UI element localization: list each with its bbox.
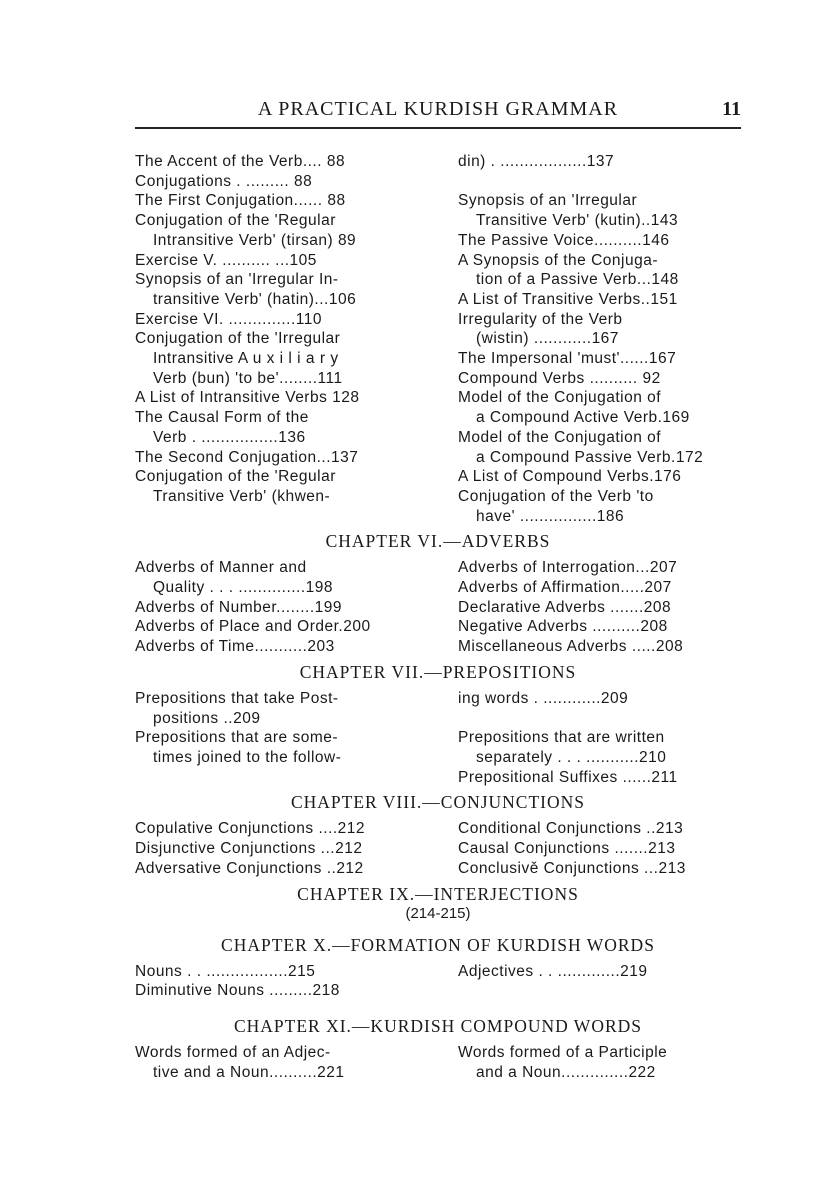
toc-entry <box>135 211 418 250</box>
toc-entry <box>135 637 418 657</box>
toc-entry-line: The Passive Voice..........146 <box>458 231 670 249</box>
right-column <box>458 962 741 1001</box>
toc-entry <box>135 1043 418 1082</box>
toc-entry-line: Compound Verbs .......... 92 <box>458 369 661 387</box>
section-conjunctions <box>135 819 741 878</box>
toc-entry <box>458 617 741 637</box>
left-column <box>135 689 418 788</box>
toc-entry-line: Words formed of an Adjec- <box>135 1043 331 1061</box>
toc-entry-continuation: separately . . . ...........210 <box>476 748 667 766</box>
toc-entry-line: Adjectives . . .............219 <box>458 962 648 980</box>
table-of-contents <box>135 152 741 1082</box>
toc-entry-line: Adverbs of Interrogation...207 <box>458 559 678 577</box>
toc-entry-continuation <box>458 172 741 192</box>
toc-entry-line: A List of Transitive Verbs..151 <box>458 290 678 308</box>
running-header <box>135 98 741 128</box>
section-compound-words <box>135 1043 741 1082</box>
toc-entry <box>458 487 741 526</box>
toc-entry <box>458 859 741 879</box>
toc-entry <box>458 962 741 982</box>
toc-entry-line: A Synopsis of the Conjuga- <box>458 251 658 269</box>
toc-entry-line: The First Conjugation...... 88 <box>135 192 346 210</box>
section-adverbs <box>135 558 741 657</box>
toc-entry-line: Prepositional Suffixes ......211 <box>458 768 678 786</box>
toc-entry <box>458 768 741 788</box>
toc-entry <box>458 637 741 657</box>
toc-entry-line: Adverbs of Place and Order.200 <box>135 618 371 636</box>
toc-entry-line: Adversative Conjunctions ..212 <box>135 859 364 877</box>
toc-entry-continuation <box>458 709 741 729</box>
right-column <box>458 152 741 526</box>
toc-entry-continuation: positions ..209 <box>153 709 261 727</box>
toc-entry-line: Conditional Conjunctions ..213 <box>458 820 684 838</box>
toc-entry-continuation: have' ................186 <box>476 507 625 525</box>
right-column <box>458 819 741 878</box>
toc-entry-line: A List of Intransitive Verbs 128 <box>135 389 360 407</box>
left-column <box>135 1043 418 1082</box>
toc-entry-line: Synopsis of an 'Irregular In- <box>135 271 339 289</box>
toc-entry <box>458 467 741 487</box>
left-column <box>135 962 418 1001</box>
toc-entry-continuation: Intransitive Verb' (tirsan) 89 <box>153 231 357 249</box>
toc-entry-line: Conjugation of the 'Irregular <box>135 330 341 348</box>
toc-entry-line: Declarative Adverbs .......208 <box>458 598 672 616</box>
toc-entry <box>135 251 418 271</box>
toc-entry <box>458 388 741 427</box>
toc-entry <box>458 428 741 467</box>
toc-entry <box>135 859 418 879</box>
toc-entry-line: Prepositions that are written <box>458 729 665 747</box>
toc-entry-line: Adverbs of Number........199 <box>135 598 342 616</box>
toc-entry <box>458 839 741 859</box>
toc-entry <box>135 191 418 211</box>
toc-entry <box>135 152 418 172</box>
toc-entry <box>458 578 741 598</box>
toc-entry <box>135 467 418 506</box>
toc-entry-line: Words formed of a Participle <box>458 1043 668 1061</box>
toc-entry-line: Exercise VI. ..............110 <box>135 310 322 328</box>
toc-entry-continuation: tive and a Noun..........221 <box>153 1063 345 1081</box>
toc-entry-line: Copulative Conjunctions ....212 <box>135 820 366 838</box>
toc-entry-continuation: times joined to the follow- <box>153 748 342 766</box>
toc-entry-line: Adverbs of Time...........203 <box>135 638 335 656</box>
toc-entry-line: Model of the Conjugation of <box>458 428 662 446</box>
toc-entry-continuation: a Compound Active Verb.169 <box>476 409 690 427</box>
toc-entry-continuation: a Compound Passive Verb.172 <box>476 448 704 466</box>
toc-entry-continuation: Quality . . . ..............198 <box>153 579 334 597</box>
toc-entry <box>135 408 418 447</box>
toc-entry-continuation: transitive Verb' (hatin)...106 <box>153 290 357 308</box>
toc-entry <box>458 369 741 389</box>
toc-entry <box>458 310 741 349</box>
toc-entry-line: Adverbs of Manner and <box>135 559 307 577</box>
header-rule <box>135 127 741 129</box>
toc-entry-line: Prepositions that are some- <box>135 729 339 747</box>
toc-entry <box>458 598 741 618</box>
toc-entry <box>135 448 418 468</box>
toc-entry <box>458 191 741 230</box>
toc-entry-line: Miscellaneous Adverbs .....208 <box>458 638 684 656</box>
toc-entry <box>458 231 741 251</box>
toc-entry-continuation: tion of a Passive Verb...148 <box>476 271 679 289</box>
chapter-heading-prepositions: CHAPTER VII.—PREPOSITIONS <box>299 661 577 682</box>
right-column <box>458 689 741 788</box>
toc-entry-line: Exercise V. .......... ...105 <box>135 251 317 269</box>
toc-entry-line: Synopsis of an 'Irregular <box>458 192 638 210</box>
toc-entry <box>135 558 418 597</box>
toc-entry-line: A List of Compound Verbs.176 <box>458 468 682 486</box>
toc-entry-line: Model of the Conjugation of <box>458 389 662 407</box>
left-column <box>135 558 418 657</box>
toc-entry-line: Conclusivě Conjunctions ...213 <box>458 859 686 877</box>
toc-entry-line: din) . ..................137 <box>458 153 615 170</box>
right-column <box>458 558 741 657</box>
toc-entry-line: Conjugation of the 'Regular <box>135 212 336 230</box>
toc-entry <box>458 349 741 369</box>
toc-entry-continuation: Intransitive A u x i l i a r y <box>153 350 339 368</box>
toc-entry <box>458 689 741 728</box>
chapter-heading-compound-words: CHAPTER XI.—KURDISH COMPOUND WORDS <box>233 1015 643 1036</box>
toc-entry <box>135 728 418 767</box>
toc-entry <box>135 962 418 982</box>
toc-entry <box>135 172 418 192</box>
toc-entry <box>458 1043 741 1082</box>
toc-entry <box>458 728 741 767</box>
toc-entry <box>135 839 418 859</box>
toc-entry <box>135 819 418 839</box>
section-prepositions <box>135 689 741 788</box>
chapter-heading-formation: CHAPTER X.—FORMATION OF KURDISH WORDS <box>221 934 655 955</box>
running-title: A PRACTICAL KURDISH GRAMMAR <box>257 98 619 120</box>
toc-entry-continuation: Transitive Verb' (kutin)..143 <box>476 212 679 230</box>
toc-entry-line: The Impersonal 'must'......167 <box>458 350 677 368</box>
toc-entry <box>135 310 418 330</box>
toc-entry-line: Negative Adverbs ..........208 <box>458 618 668 636</box>
toc-entry <box>135 388 418 408</box>
page-number: 11 <box>722 98 741 120</box>
left-column <box>135 819 418 878</box>
toc-entry <box>135 329 418 388</box>
toc-entry-line: Conjugation of the 'Regular <box>135 468 336 486</box>
toc-entry-continuation: and a Noun..............222 <box>476 1063 656 1081</box>
toc-entry <box>135 617 418 637</box>
toc-entry-continuation: Verb (bun) 'to be'........111 <box>153 369 343 387</box>
toc-entry-continuation: Transitive Verb' (khwen- <box>153 487 331 505</box>
left-column <box>135 152 418 526</box>
toc-entry-line: Nouns . . .................215 <box>135 962 316 980</box>
section-conjugations <box>135 152 741 526</box>
toc-entry-line: Irregularity of the Verb <box>458 310 623 328</box>
toc-entry <box>458 558 741 578</box>
toc-entry <box>458 251 741 290</box>
toc-entry-line: Disjunctive Conjunctions ...212 <box>135 840 363 858</box>
toc-entry-line: Conjugation of the Verb 'to <box>458 487 654 505</box>
chapter-heading-adverbs: CHAPTER VI.—ADVERBS <box>325 531 551 552</box>
toc-entry-line: Conjugations . ......... 88 <box>135 172 313 190</box>
toc-entry-line: Diminutive Nouns .........218 <box>135 982 340 1000</box>
chapter-heading-conjunctions: CHAPTER VIII.—CONJUNCTIONS <box>290 792 586 813</box>
toc-entry-line: Prepositions that take Post- <box>135 689 339 707</box>
toc-entry-line: Causal Conjunctions .......213 <box>458 840 676 858</box>
toc-entry-line: The Second Conjugation...137 <box>135 448 359 466</box>
right-column <box>458 1043 741 1082</box>
toc-entry <box>135 689 418 728</box>
chapter-heading-interjections: CHAPTER IX.—INTERJECTIONS <box>297 883 579 904</box>
toc-entry <box>135 598 418 618</box>
chapter-page-range: (214-215) <box>405 904 471 922</box>
toc-entry <box>458 819 741 839</box>
toc-entry-line: Adverbs of Affirmation.....207 <box>458 579 672 597</box>
toc-entry-continuation: (wistin) ............167 <box>476 330 619 348</box>
toc-entry-line: ing words . ............209 <box>458 689 629 707</box>
toc-entry-continuation: Verb . ................136 <box>153 428 306 446</box>
toc-entry <box>458 152 741 191</box>
section-formation <box>135 962 741 1001</box>
toc-entry-line: The Causal Form of the <box>135 409 309 427</box>
toc-entry <box>135 270 418 309</box>
toc-entry <box>458 290 741 310</box>
toc-entry-line: The Accent of the Verb.... 88 <box>135 153 346 170</box>
toc-entry <box>135 981 418 1001</box>
